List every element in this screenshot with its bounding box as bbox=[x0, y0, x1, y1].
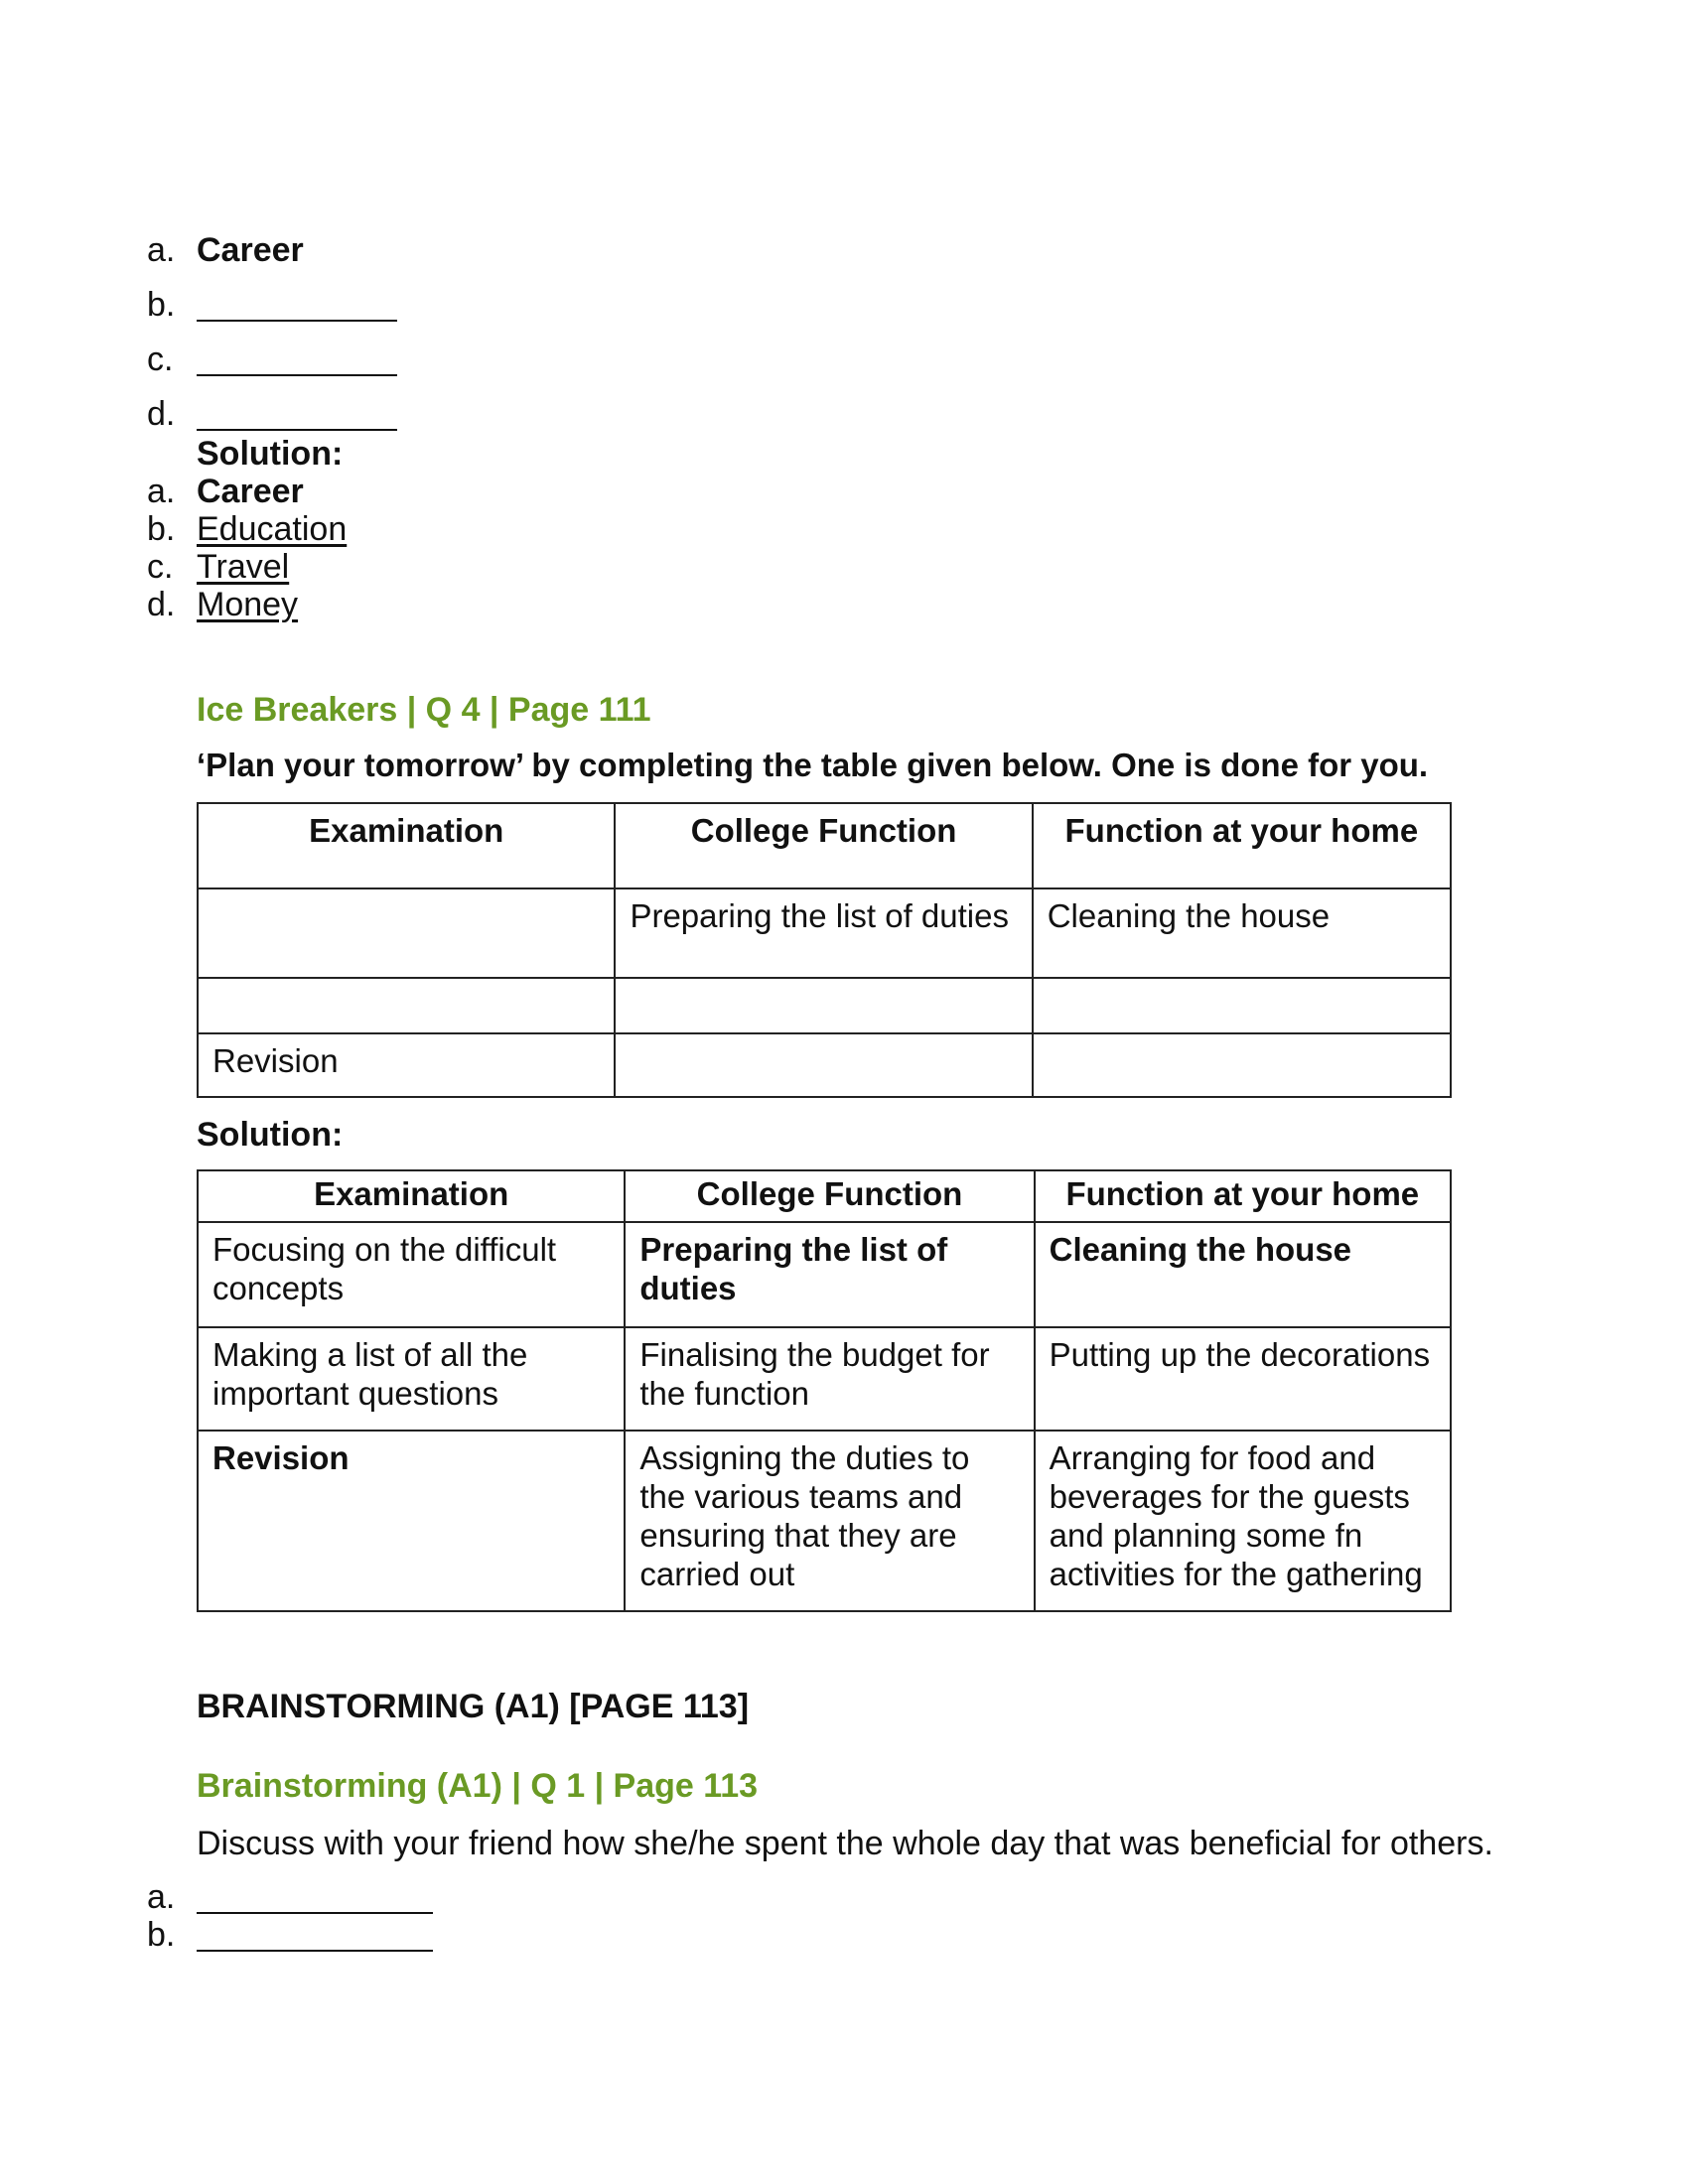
list-item bbox=[147, 584, 347, 621]
table-cell bbox=[198, 978, 615, 1033]
list-marker: c. bbox=[147, 341, 174, 378]
solution-table bbox=[197, 1169, 1452, 1612]
table-header: Examination bbox=[198, 1170, 625, 1222]
table-cell: Assigning the duties to the various teams and ensuring that they are carried out bbox=[625, 1431, 1034, 1611]
table-cell: Arranging for food and beverages for the guests and planning some fn activities for the gathering bbox=[1035, 1431, 1451, 1611]
instruction-text: ‘Plan your tomorrow’ by completing the table given below. One is done for you. bbox=[197, 747, 1429, 783]
section-heading: Ice Breakers | Q 4 | Page 111 bbox=[197, 691, 651, 729]
list-marker: d. bbox=[147, 395, 176, 433]
list-marker: d. bbox=[147, 586, 176, 623]
list-marker: b. bbox=[147, 286, 176, 324]
table-cell bbox=[198, 888, 615, 978]
blank-line bbox=[197, 1912, 433, 1914]
table-cell bbox=[1033, 978, 1451, 1033]
table-cell: Preparing the list of duties bbox=[625, 1222, 1034, 1327]
answer-list-blank bbox=[147, 1876, 433, 1952]
solution-label: Solution: bbox=[197, 1116, 344, 1154]
table-header-row bbox=[198, 803, 1451, 888]
table-row bbox=[198, 1431, 1451, 1611]
list-item bbox=[147, 1914, 433, 1952]
table-header: College Function bbox=[615, 803, 1032, 888]
table-cell: Focusing on the difficult concepts bbox=[198, 1222, 625, 1327]
solution-label-row bbox=[147, 433, 347, 471]
prompt-text: Discuss with your friend how she/he spent the whole day that was beneficial for others. bbox=[197, 1825, 1493, 1862]
table-cell: Preparing the list of duties bbox=[615, 888, 1032, 978]
blank-line bbox=[197, 320, 397, 322]
list-marker: c. bbox=[147, 548, 174, 586]
table-row bbox=[198, 1327, 1451, 1431]
list-item-text: Money bbox=[197, 586, 299, 623]
table-row bbox=[198, 1033, 1451, 1097]
list-item bbox=[147, 322, 397, 376]
table-cell: Making a list of all the important questions bbox=[198, 1327, 625, 1431]
list-item-text: Career bbox=[197, 473, 304, 510]
list-marker: a. bbox=[147, 231, 176, 269]
table-header: Function at your home bbox=[1033, 803, 1451, 888]
table-cell bbox=[615, 978, 1032, 1033]
list-item bbox=[147, 212, 397, 267]
answer-list-blank bbox=[147, 212, 397, 431]
table-cell: Revision bbox=[198, 1033, 615, 1097]
table-header: Examination bbox=[198, 803, 615, 888]
table-header: Function at your home bbox=[1035, 1170, 1451, 1222]
list-item bbox=[147, 1876, 433, 1914]
list-marker: b. bbox=[147, 1916, 176, 1954]
question-table bbox=[197, 802, 1452, 1098]
list-marker: a. bbox=[147, 1878, 176, 1916]
table-cell bbox=[1033, 1033, 1451, 1097]
table-cell: Revision bbox=[198, 1431, 625, 1611]
table-row bbox=[198, 888, 1451, 978]
list-marker: b. bbox=[147, 510, 176, 548]
solution-label: Solution: bbox=[197, 435, 344, 473]
table-row bbox=[198, 1222, 1451, 1327]
blank-line bbox=[197, 374, 397, 376]
list-item bbox=[147, 546, 347, 584]
list-item bbox=[147, 376, 397, 431]
list-item-text: Education bbox=[197, 510, 348, 548]
list-item-text: Career bbox=[197, 231, 304, 269]
blank-line bbox=[197, 429, 397, 431]
table-header-row bbox=[198, 1170, 1451, 1222]
list-marker: a. bbox=[147, 473, 176, 510]
solution-list bbox=[147, 433, 347, 621]
table-cell: Cleaning the house bbox=[1035, 1222, 1451, 1327]
table-cell bbox=[615, 1033, 1032, 1097]
blank-line bbox=[197, 1950, 433, 1952]
list-item bbox=[147, 471, 347, 508]
list-item bbox=[147, 267, 397, 322]
list-item bbox=[147, 508, 347, 546]
section-heading: Brainstorming (A1) | Q 1 | Page 113 bbox=[197, 1767, 759, 1805]
list-item-text: Travel bbox=[197, 548, 290, 586]
section-title: BRAINSTORMING (A1) [PAGE 113] bbox=[197, 1688, 750, 1725]
table-cell: Putting up the decorations bbox=[1035, 1327, 1451, 1431]
table-header: College Function bbox=[625, 1170, 1034, 1222]
table-cell: Finalising the budget for the function bbox=[625, 1327, 1034, 1431]
table-row bbox=[198, 978, 1451, 1033]
table-cell: Cleaning the house bbox=[1033, 888, 1451, 978]
